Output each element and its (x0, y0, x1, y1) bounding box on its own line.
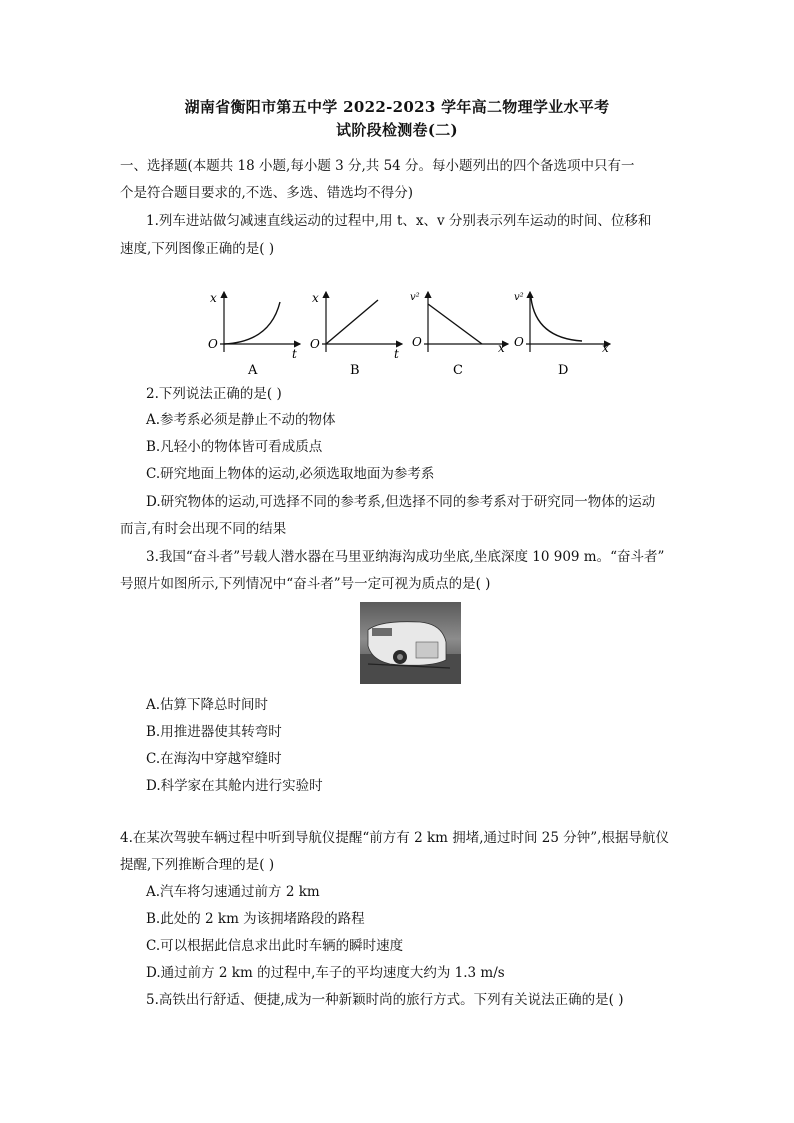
graph-b-origin: O (310, 337, 320, 351)
q3-option-d: D.科学家在其舱内进行实验时 (146, 778, 323, 794)
graph-b-x-label: t (394, 347, 399, 361)
document-title-line2: 试阶段检测卷(二) (336, 121, 458, 139)
q4-option-b: B.此处的 2 km 为该拥堵路段的路程 (146, 911, 365, 927)
q3-stem-line1: 3.我国“奋斗者”号载人潜水器在马里亚纳海沟成功坐底,坐底深度 10 909 m。“奋斗者” (146, 549, 665, 565)
document-title-line1: 湖南省衡阳市第五中学 2022-2023 学年高二物理学业水平考 (184, 98, 610, 116)
q3-option-c: C.在海沟中穿越窄缝时 (146, 751, 282, 767)
graph-b-label: B (350, 363, 360, 378)
graph-d-x-label: x (602, 341, 609, 355)
graph-d-curve (531, 298, 582, 341)
graph-a-origin: O (208, 337, 218, 351)
graph-c-label: C (453, 363, 463, 378)
q1-graphs (200, 282, 620, 382)
graph-b-y-label: x (312, 291, 319, 305)
q2-option-b: B.凡轻小的物体皆可看成质点 (146, 439, 323, 455)
graph-d (514, 292, 610, 378)
q2-option-d: D.研究物体的运动,可选择不同的参考系,但选择不同的参考系对于研究同一物体的运动 (146, 494, 656, 510)
graph-c-origin: O (412, 335, 422, 349)
q2-stem: 2.下列说法正确的是( ) (146, 386, 282, 402)
q4-option-a: A.汽车将匀速通过前方 2 km (146, 884, 320, 900)
submersible-photo (360, 602, 461, 684)
graph-d-label: D (558, 363, 569, 378)
graph-a-y-label: x (210, 291, 217, 305)
q3-option-b: B.用推进器使其转弯时 (146, 724, 282, 740)
q4-stem-line1: 4.在某次驾驶车辆过程中听到导航仪提醒“前方有 2 km 拥堵,通过时间 25 分钟”,根据导航仪 (120, 830, 669, 846)
graph-b-line (326, 300, 378, 344)
q1-stem-line2: 速度,下列图像正确的是( ) (120, 241, 275, 257)
q1-stem-line1: 1.列车进站做匀减速直线运动的过程中,用 t、x、v 分别表示列车运动的时间、位移和 (146, 213, 652, 229)
graph-d-y-label: v² (514, 292, 524, 303)
q2-option-d-cont: 而言,有时会出现不同的结果 (120, 521, 287, 537)
graph-c-y-label: v² (410, 292, 420, 303)
q4-option-c: C.可以根据此信息求出此时车辆的瞬时速度 (146, 938, 404, 954)
q2-option-a: A.参考系必须是静止不动的物体 (146, 412, 336, 428)
graph-a-label: A (248, 363, 258, 378)
graph-a-x-label: t (292, 347, 297, 361)
q4-stem-line2: 提醒,下列推断合理的是( ) (120, 857, 275, 873)
graph-d-origin: O (514, 335, 524, 349)
graph-c (410, 292, 508, 378)
graph-c-line (428, 304, 482, 344)
section-intro-line1: 一、选择题(本题共 18 小题,每小题 3 分,共 54 分。每小题列出的四个备选项中只有一 (120, 158, 635, 174)
q5-stem: 5.高铁出行舒适、便捷,成为一种新颖时尚的旅行方式。下列有关说法正确的是( ) (146, 992, 624, 1008)
section-intro-line2: 个是符合题目要求的,不选、多选、错选均不得分) (120, 185, 414, 201)
q3-stem-line2: 号照片如图所示,下列情况中“奋斗者”号一定可视为质点的是( ) (120, 576, 491, 592)
q4-option-d: D.通过前方 2 km 的过程中,车子的平均速度大约为 1.3 m/s (146, 965, 505, 981)
graph-b (310, 291, 402, 378)
graph-a-curve (224, 302, 280, 344)
q3-option-a: A.估算下降总时间时 (146, 697, 269, 713)
q2-option-c: C.研究地面上物体的运动,必须选取地面为参考系 (146, 466, 435, 482)
graph-c-x-label: x (498, 341, 505, 355)
graph-a (208, 291, 300, 378)
